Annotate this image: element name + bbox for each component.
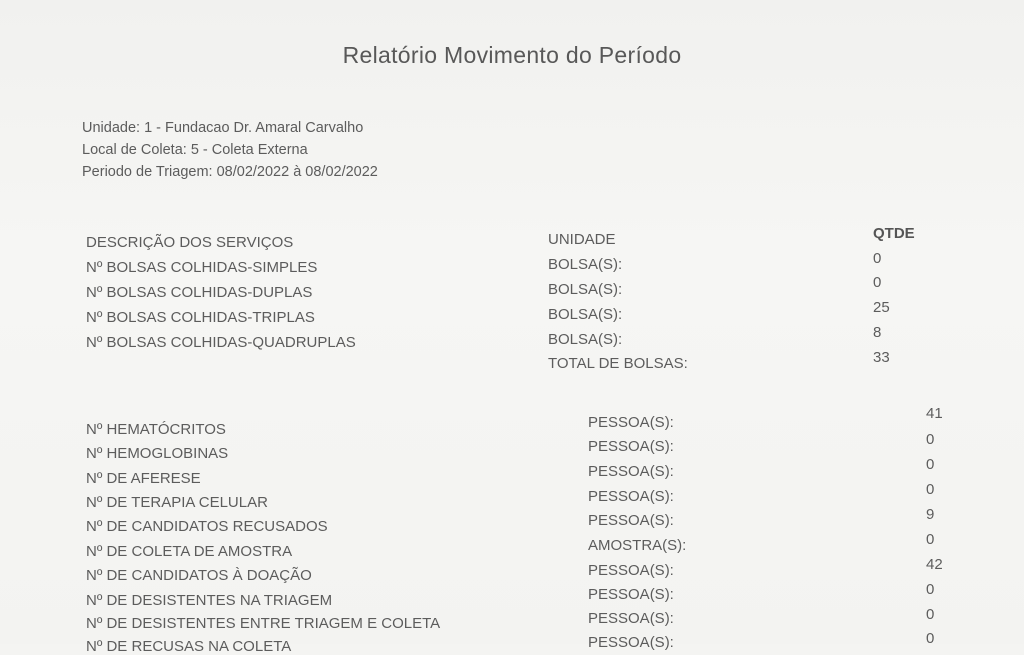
table-row-qty: 25 bbox=[873, 299, 890, 316]
report-header-info bbox=[82, 117, 378, 183]
table-row-unit: BOLSA(S): bbox=[548, 256, 623, 273]
table-row-qty: 0 bbox=[926, 581, 935, 598]
table-row-qty: 0 bbox=[873, 274, 882, 291]
table-row-qty: 0 bbox=[926, 606, 935, 623]
table-row-qty: 0 bbox=[926, 456, 935, 473]
unidade-line: Unidade: 1 - Fundacao Dr. Amaral Carvalho bbox=[82, 120, 364, 136]
table-row-desc: Nº DE DESISTENTES ENTRE TRIAGEM E COLETA bbox=[86, 615, 441, 632]
table-row-desc: Nº DE COLETA DE AMOSTRA bbox=[86, 543, 293, 560]
periodo-triagem-line: Periodo de Triagem: 08/02/2022 à 08/02/2022 bbox=[82, 164, 378, 180]
header-qtde: QTDE bbox=[873, 225, 915, 242]
table-row-unit: PESSOA(S): bbox=[588, 438, 674, 455]
table-row-qty: 0 bbox=[926, 531, 935, 548]
table-row-qty: 0 bbox=[926, 630, 935, 647]
table-row-qty: 0 bbox=[926, 481, 935, 498]
table-row-desc: Nº BOLSAS COLHIDAS-DUPLAS bbox=[86, 284, 313, 301]
table-row-desc: Nº DE RECUSAS NA COLETA bbox=[86, 638, 292, 655]
table-row-unit: PESSOA(S): bbox=[588, 414, 674, 431]
table-row-unit: PESSOA(S): bbox=[588, 610, 674, 627]
table-row-desc: Nº HEMATÓCRITOS bbox=[86, 421, 226, 438]
table-row-qty: 42 bbox=[926, 556, 943, 573]
local-coleta-line: Local de Coleta: 5 - Coleta Externa bbox=[82, 142, 308, 158]
table-row-desc: Nº HEMOGLOBINAS bbox=[86, 445, 229, 462]
report-title: Relatório Movimento do Período bbox=[342, 42, 682, 68]
table-row-qty: 0 bbox=[926, 431, 935, 448]
table-row-unit: PESSOA(S): bbox=[588, 562, 674, 579]
table-row-unit: BOLSA(S): bbox=[548, 281, 623, 298]
table-row-qty: 41 bbox=[926, 405, 943, 422]
table-row-desc: Nº BOLSAS COLHIDAS-TRIPLAS bbox=[86, 309, 315, 326]
table-row-desc: Nº DE TERAPIA CELULAR bbox=[86, 494, 268, 511]
table-row-unit: PESSOA(S): bbox=[588, 634, 674, 651]
table-row-unit: BOLSA(S): bbox=[548, 306, 623, 323]
total-bolsas-label: TOTAL DE BOLSAS: bbox=[548, 355, 688, 372]
table-row-qty: 0 bbox=[873, 250, 882, 267]
table-row-unit: PESSOA(S): bbox=[588, 488, 674, 505]
table-row-unit: PESSOA(S): bbox=[588, 586, 674, 603]
table-row-unit: BOLSA(S): bbox=[548, 331, 623, 348]
header-descricao: DESCRIÇÃO DOS SERVIÇOS bbox=[86, 234, 294, 251]
table-row-unit: AMOSTRA(S): bbox=[588, 537, 687, 554]
table-row-unit: PESSOA(S): bbox=[588, 463, 674, 480]
table-row-desc: Nº BOLSAS COLHIDAS-QUADRUPLAS bbox=[86, 334, 356, 351]
total-bolsas-value: 33 bbox=[873, 349, 890, 366]
table-row-desc: Nº DE AFERESE bbox=[86, 470, 201, 487]
table-row-desc: Nº DE CANDIDATOS À DOAÇÃO bbox=[86, 567, 312, 584]
table-row-qty: 8 bbox=[873, 324, 882, 341]
table-row-desc: Nº DE DESISTENTES NA TRIAGEM bbox=[86, 592, 333, 609]
table-row-qty: 9 bbox=[926, 506, 935, 523]
table-row-desc: Nº BOLSAS COLHIDAS-SIMPLES bbox=[86, 259, 318, 276]
header-unidade: UNIDADE bbox=[548, 231, 616, 248]
table-row-unit: PESSOA(S): bbox=[588, 512, 674, 529]
table-row-desc: Nº DE CANDIDATOS RECUSADOS bbox=[86, 518, 328, 535]
